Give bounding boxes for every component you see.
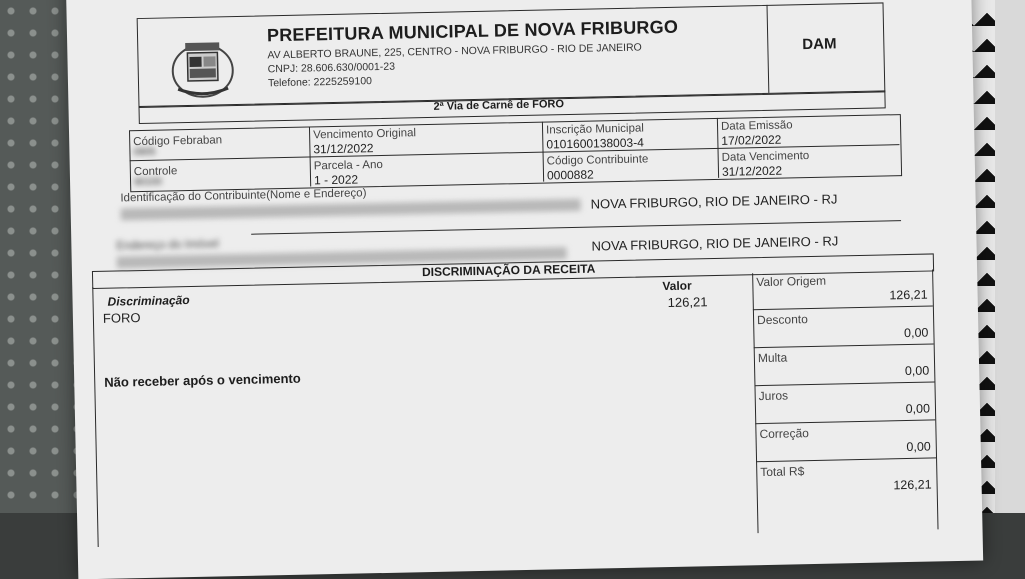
venc-original-label: Vencimento Original	[313, 127, 417, 142]
total-value-total: 126,21	[893, 477, 932, 493]
total-label-origem: Valor Origem	[756, 273, 827, 290]
city-crest-icon	[167, 32, 238, 101]
total-value-correcao: 0,00	[906, 439, 931, 455]
total-label-juros: Juros	[758, 388, 789, 404]
total-label-total: Total R$	[760, 464, 805, 480]
venc-original-value: 31/12/2022	[313, 141, 374, 157]
identification-label: Identificação do Contribuinte(Nome e Endereço)	[120, 187, 367, 205]
total-value-desconto: 0,00	[903, 325, 929, 341]
total-value-origem: 126,21	[889, 287, 928, 303]
header-address: AV ALBERTO BRAUNE, 225, CENTRO - NOVA FRIBURGO - RIO DE JANEIRO	[267, 41, 642, 62]
inscricao-label: Inscrição Municipal	[545, 122, 644, 137]
vencimento-value: 31/12/2022	[721, 163, 783, 179]
header-phone: Telefone: 2225259100	[267, 75, 373, 90]
total-value-multa: 0,00	[904, 363, 930, 379]
parcela-value: 1 - 2022	[313, 172, 359, 188]
col-valor: Valor	[662, 278, 692, 294]
receita-title: DISCRIMINAÇÃO DA RECEITA	[421, 261, 596, 280]
total-label-correcao: Correção	[759, 426, 809, 442]
doc-type-badge: DAM	[802, 35, 837, 54]
emissao-value: 17/02/2022	[721, 132, 782, 148]
emissao-label: Data Emissão	[720, 119, 793, 133]
item-value: 126,21	[667, 294, 708, 311]
item-foro: FORO	[102, 310, 141, 326]
vencimento-label: Data Vencimento	[721, 150, 810, 164]
header-cnpj: CNPJ: 28.606.630/0001-23	[267, 60, 396, 76]
inscricao-value: 0101600138003-4	[546, 135, 644, 152]
tax-document-sheet	[66, 0, 983, 579]
febraban-label: Código Febraban	[133, 134, 223, 149]
payment-notice: Não receber após o vencimento	[104, 370, 301, 390]
col-discriminacao: Discriminação	[107, 293, 190, 309]
contribuinte-label: Código Contribuinte	[546, 153, 649, 168]
febraban-value: 0905	[133, 146, 156, 159]
total-label-desconto: Desconto	[756, 312, 808, 328]
total-label-multa: Multa	[757, 350, 788, 366]
total-value-juros: 0,00	[905, 401, 931, 417]
background-right	[995, 0, 1025, 513]
controle-label: Controle	[133, 165, 178, 179]
controle-value: 90100	[133, 176, 163, 189]
parcela-label: Parcela - Ano	[313, 158, 383, 173]
imovel-label: Endereço do Imóvel	[116, 238, 219, 253]
contributor-city: NOVA FRIBURGO, RIO DE JANEIRO - RJ	[590, 191, 838, 212]
page-title: PREFEITURA MUNICIPAL DE NOVA FRIBURGO	[266, 16, 679, 46]
imovel-city: NOVA FRIBURGO, RIO DE JANEIRO - RJ	[591, 233, 839, 254]
contribuinte-value: 0000882	[546, 167, 594, 183]
subtitle: 2ª Via de Carnê de FORO	[433, 98, 565, 113]
